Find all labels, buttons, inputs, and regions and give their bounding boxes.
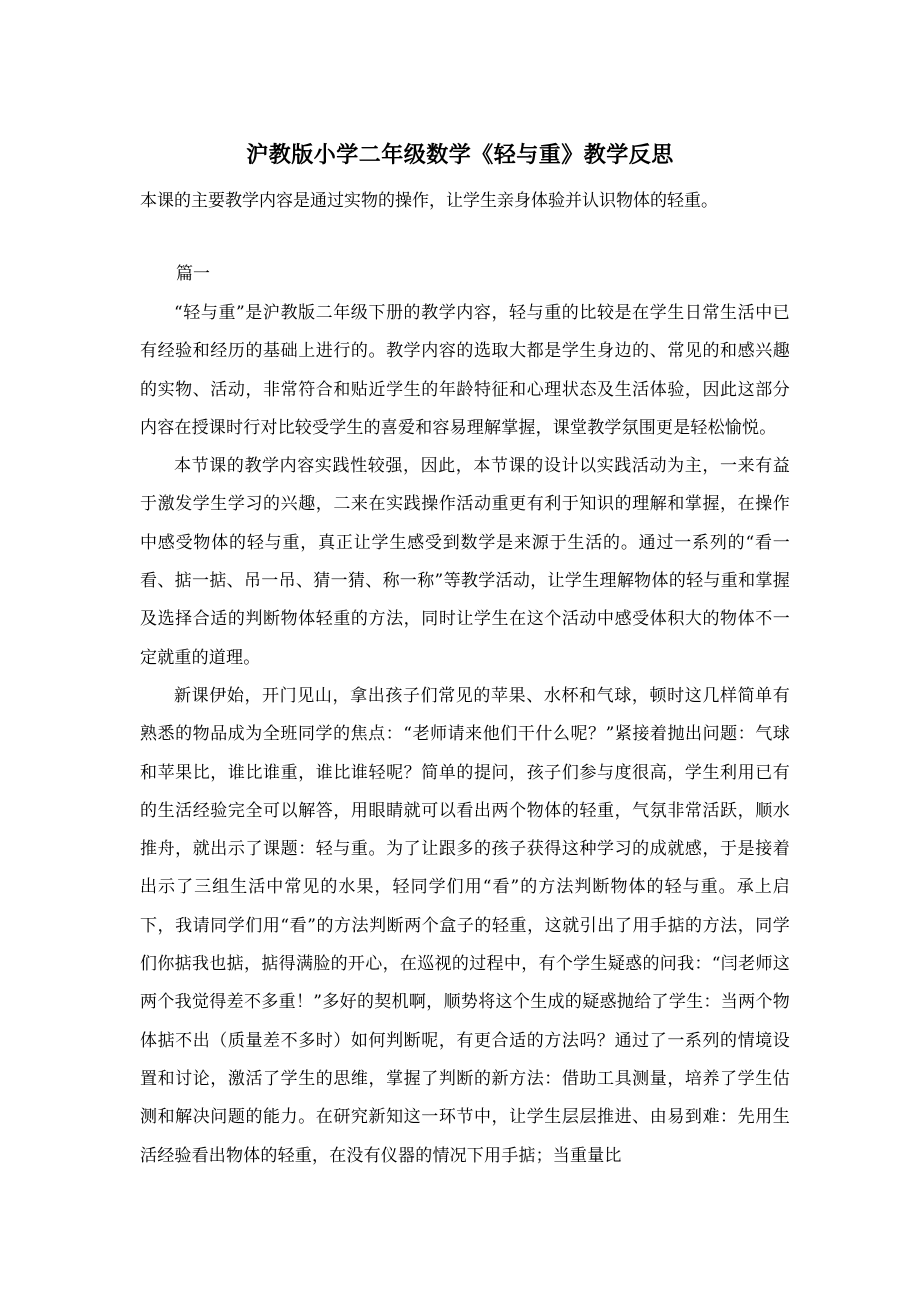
section-label: 篇一 [176, 264, 210, 284]
paragraph-1: “轻与重”是沪教版二年级下册的教学内容，轻与重的比较是在学生日常生活中已有经验和经历的基础上进行的。教学内容的选取大都是学生身边的、常见的和感兴趣的实物、活动，非常符合和贴近学生的年龄特征和心理状态及生活体验，因此这部分内容在授课时行对比较受学生的喜爱和容易理解掌握，课堂教学氛围更是轻松愉悦。 [140, 303, 790, 438]
document-title: 沪教版小学二年级数学《轻与重》教学反思 [246, 142, 674, 168]
body-text [140, 294, 790, 1175]
paragraph-2: 本节课的教学内容实践性较强，因此，本节课的设计以实践活动为主，一来有益于激发学生学习的兴趣，二来在实践操作活动重更有利于知识的理解和掌握，在操作中感受物体的轻与重，真正让学生感受到数学是来源于生活的。通过一系列的“看一看、掂一掂、吊一吊、猜一猜、称一称”等教学活动，让学生理解物体的轻与重和掌握及选择合适的判断物体轻重的方法，同时让学生在这个活动中感受体积大的物体不一定就重的道理。 [140, 456, 790, 668]
intro-text: 本课的主要教学内容是通过实物的操作，让学生亲身体验并认识物体的轻重。 [140, 191, 718, 211]
paragraph-3: 新课伊始，开门见山，拿出孩子们常见的苹果、水杯和气球，顿时这几样简单有熟悉的物品成为全班同学的焦点：“老师请来他们干什么呢？”紧接着抛出问题：气球和苹果比，谁比谁重，谁比谁轻呢？简单的提问，孩子们参与度很高，学生利用已有的生活经验完全可以解答，用眼睛就可以看出两个物体的轻重，气氛非常活跃，顺水推舟，就出示了课题：轻与重。为了让跟多的孩子获得这种学习的成就感，于是接着出示了三组生活中常见的水果，轻同学们用“看”的方法判断物体的轻与重。承上启下，我请同学们用“看”的方法判断两个盒子的轻重，这就引出了用手掂的方法，同学们你掂我也掂，掂得满脸的开心，在巡视的过程中，有个学生疑惑的问我：“闫老师这两个我觉得差不多重！”多好的契机啊，顺势将这个生成的疑惑抛给了学生：当两个物体掂不出（质量差不多时）如何判断呢，有更合适的方法吗？通过了一系列的情境设置和讨论，激活了学生的思维，掌握了判断的新方法：借助工具测量，培养了学生估测和解决问题的能力。在研究新知这一环节中，让学生层层推进、由易到难：先用生活经验看出物体的轻重，在没有仪器的情况下用手掂；当重量比 [140, 685, 790, 1166]
